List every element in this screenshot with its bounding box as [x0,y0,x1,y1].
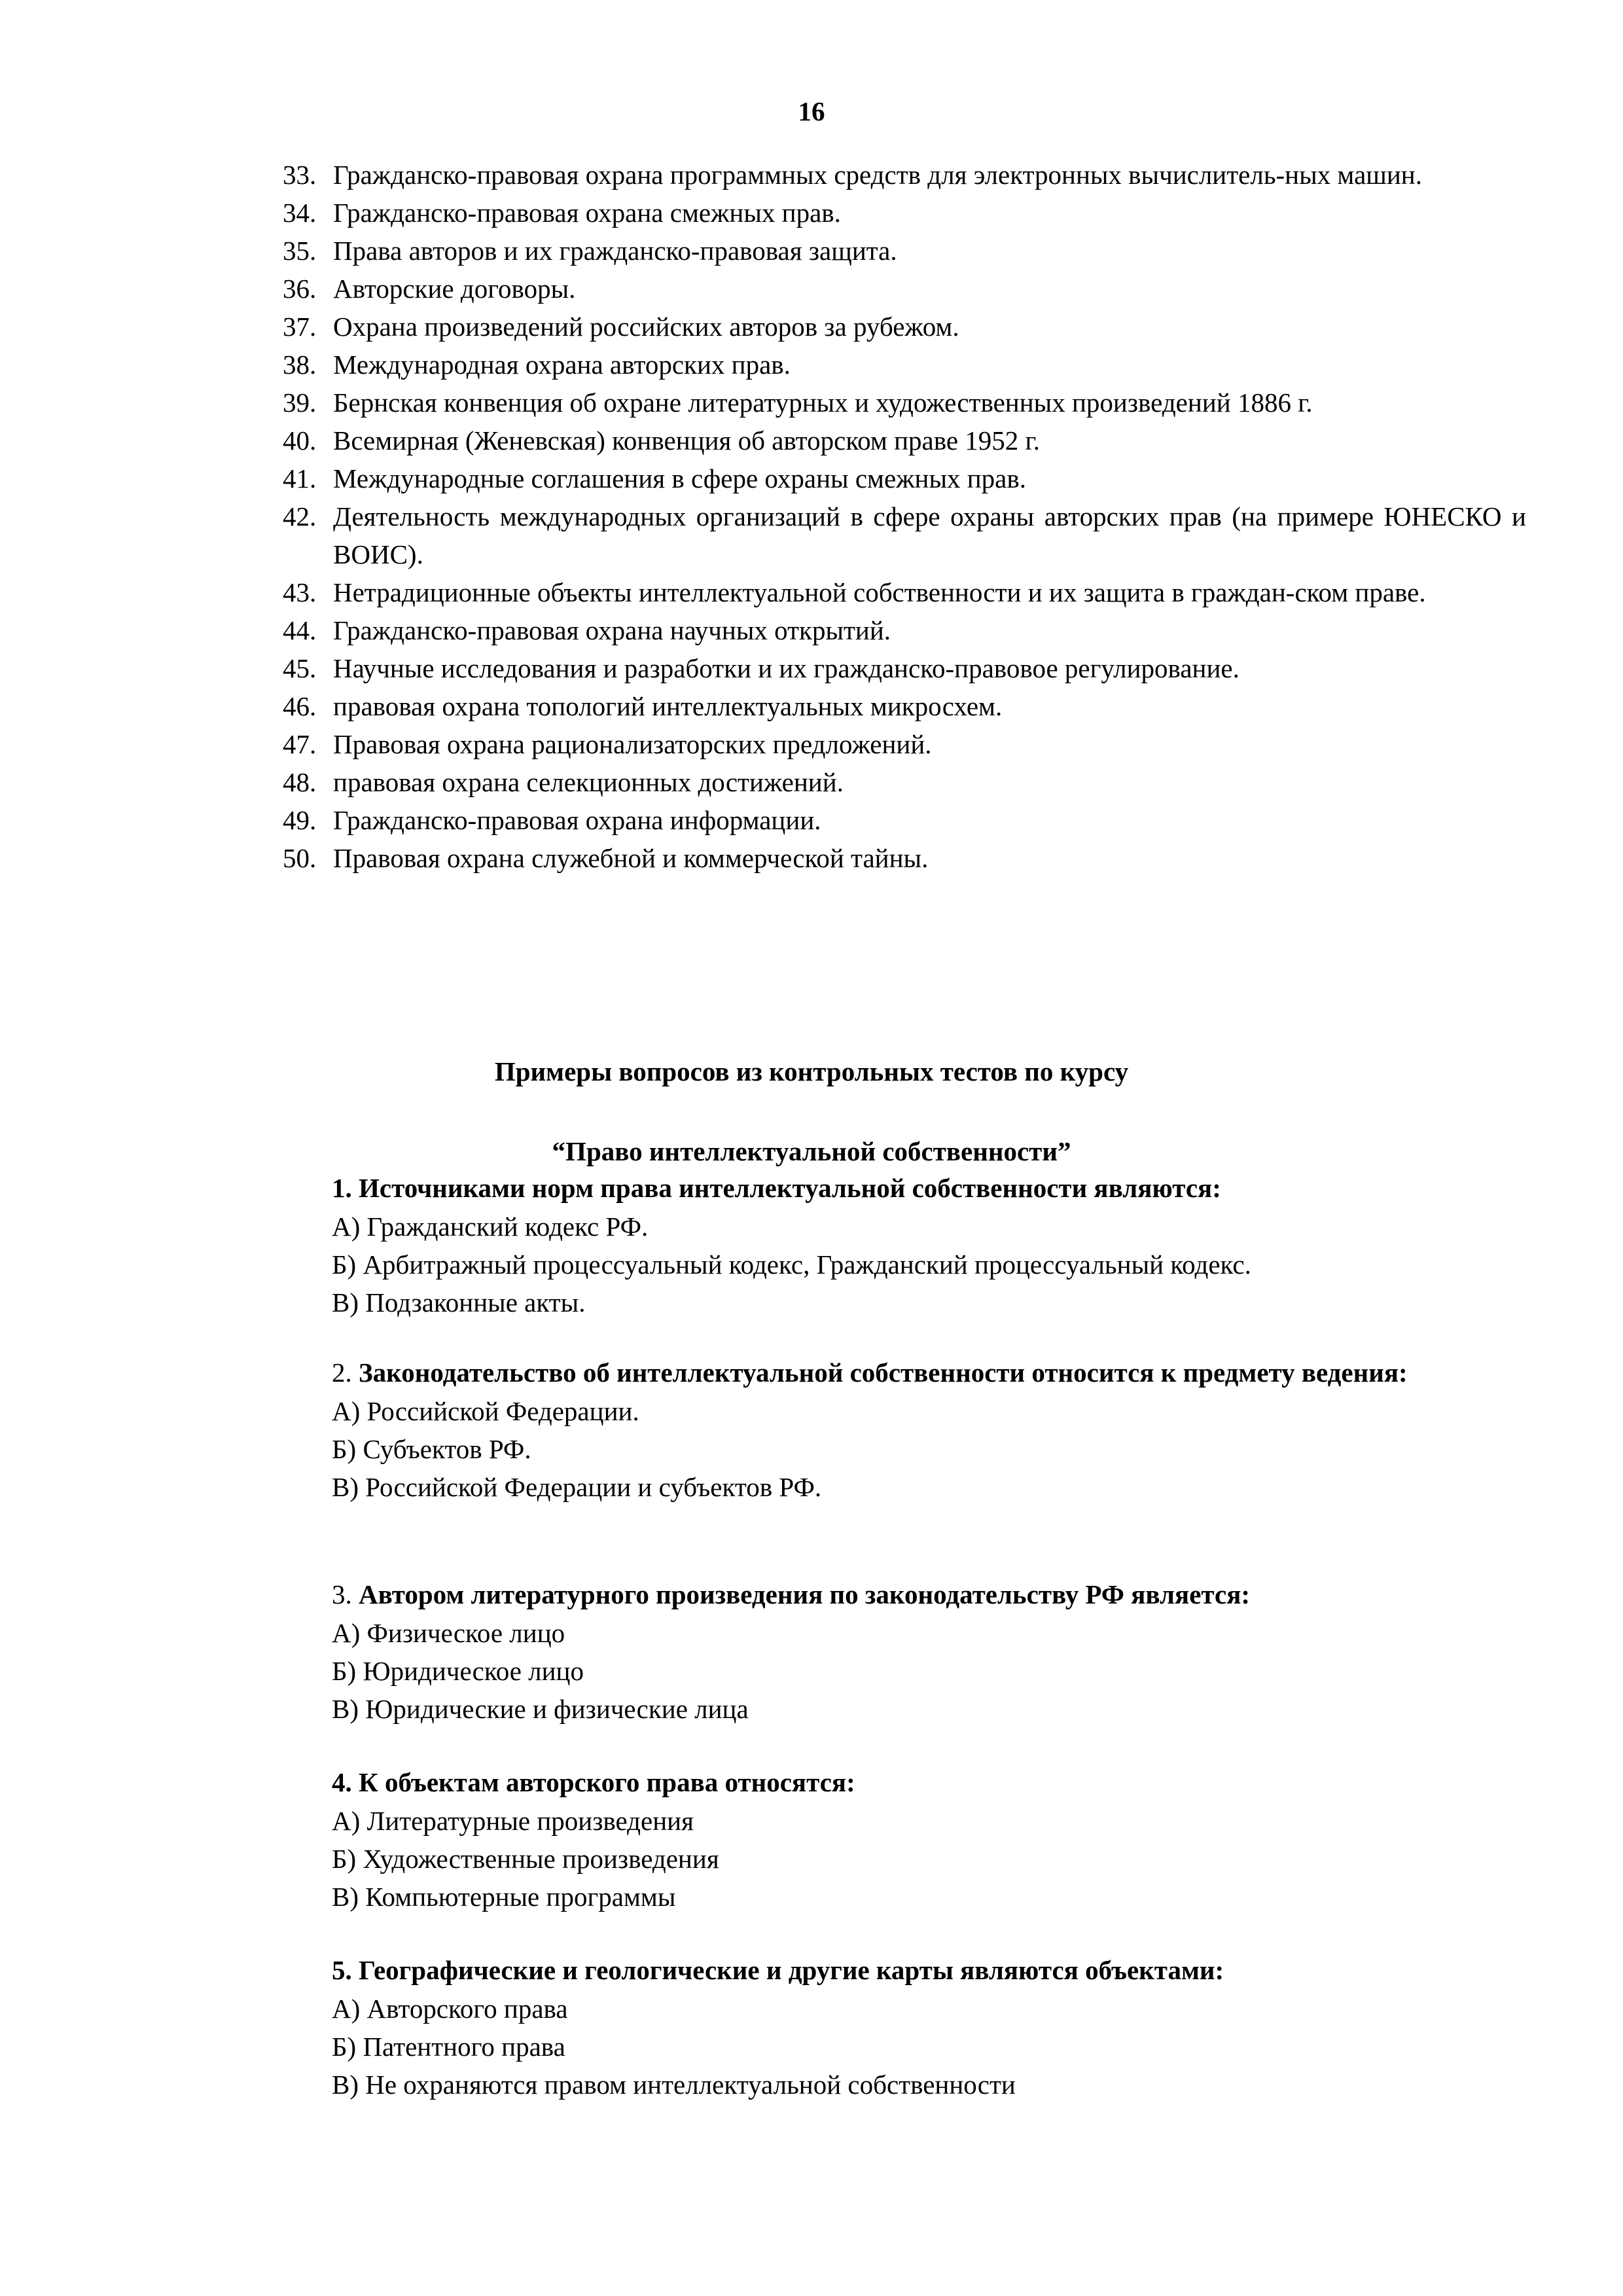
answer-list [234,1614,1503,1728]
list-item [283,725,1526,763]
answer-option: А) Авторского права [332,1994,568,2024]
question-number: 1. [332,1173,352,1203]
answer-list [234,1802,1503,1916]
item-text: Правовая охрана рационализаторских предложений. [333,729,932,759]
question-text: Автором литературного произведения по законодательству РФ является: [359,1579,1251,1609]
list-item [283,611,1526,649]
answer-list [234,1208,1503,1321]
question-title [234,1575,1503,1614]
list-item [283,270,1526,308]
question-2 [234,1353,1503,1506]
answer-option: А) Российской Федерации. [332,1396,639,1426]
answer-option: В) Не охраняются правом интеллектуальной собственности [332,2070,1016,2100]
item-text: правовая охрана топологий интеллектуальных микросхем. [333,691,1003,721]
list-item [283,308,1526,346]
item-text: Гражданско-правовая охрана программных средств для электронных вычислитель-ных машин. [333,160,1422,190]
item-text: правовая охрана селекционных достижений. [333,767,844,797]
item-number: 36. [283,274,317,304]
question-1 [234,1168,1503,1321]
answer-option: А) Физическое лицо [332,1618,565,1648]
item-number: 39. [283,387,317,418]
question-title [234,1168,1503,1208]
item-number: 34. [283,198,317,228]
list-item [283,497,1526,573]
question-number: 4. [332,1767,352,1797]
item-number: 40. [283,425,317,456]
item-number: 35. [283,236,317,266]
item-text: Гражданско-правовая охрана информации. [333,805,821,835]
list-item [283,194,1526,232]
item-text: Авторские договоры. [333,274,576,304]
item-number: 41. [283,463,317,493]
list-item [283,801,1526,839]
list-item [283,384,1526,422]
answer-option: В) Подзаконные акты. [332,1287,586,1318]
item-number: 33. [283,160,317,190]
question-text: Источниками норм права интеллектуальной собственности являются: [359,1173,1221,1203]
list-item [283,346,1526,384]
item-number: 38. [283,350,317,380]
item-number: 47. [283,729,317,759]
topic-list [283,156,1526,877]
question-5 [234,1950,1503,2104]
item-number: 48. [283,767,317,797]
section-heading: Примеры вопросов из контрольных тестов по курсу [494,1056,1129,1086]
list-item [283,232,1526,270]
answer-option: А) Литературные произведения [332,1806,694,1836]
list-item [283,649,1526,687]
question-title [234,1950,1503,1990]
answer-option: В) Компьютерные программы [332,1882,676,1912]
item-number: 45. [283,653,317,683]
answer-list [234,1392,1503,1506]
item-number: 37. [283,312,317,342]
question-number: 5. [332,1955,352,1985]
answer-option: Б) Арбитражный процессуальный кодекс, Гражданский процессуальный кодекс. [332,1249,1251,1280]
item-text: Правовая охрана служебной и коммерческой тайны. [333,843,929,873]
item-number: 50. [283,843,317,873]
question-text: Географические и геологические и другие карты являются объектами: [359,1955,1224,1985]
list-item [283,573,1526,611]
item-number: 42. [283,501,317,531]
answer-option: Б) Юридическое лицо [332,1656,584,1686]
item-text: Научные исследования и разработки и их гражданско-правовое регулирование. [333,653,1240,683]
item-text: Всемирная (Женевская) конвенция об авторском праве 1952 г. [333,425,1040,456]
answer-option: В) Юридические и физические лица [332,1694,749,1724]
item-number: 46. [283,691,317,721]
question-text: К объектам авторского права относятся: [359,1767,855,1797]
item-text: Охрана произведений российских авторов за рубежом. [333,312,959,342]
list-item [283,459,1526,497]
item-number: 49. [283,805,317,835]
answer-option: Б) Художественные произведения [332,1844,719,1874]
item-text: Гражданско-правовая охрана научных открытий. [333,615,891,645]
item-text: Бернская конвенция об охране литературных и художественных произведений 1886 г. [333,387,1313,418]
page-number: 16 [798,96,825,126]
course-title: “Право интеллектуальной собственности” [552,1136,1071,1166]
answer-option: Б) Субъектов РФ. [332,1434,531,1464]
item-number: 43. [283,577,317,607]
item-text: Права авторов и их гражданско-правовая защита. [333,236,897,266]
question-4 [234,1763,1503,1916]
list-item [283,156,1526,194]
list-item [283,839,1526,877]
list-item [283,687,1526,725]
question-title [234,1763,1503,1802]
item-text: Гражданско-правовая охрана смежных прав. [333,198,841,228]
item-text: Деятельность международных организаций в сфере охраны авторских прав (на примере ЮНЕСКО и ВОИС). [333,501,1526,569]
item-text: Международные соглашения в сфере охраны смежных прав. [333,463,1026,493]
list-item [283,422,1526,459]
question-3 [234,1575,1503,1728]
answer-option: А) Гражданский кодекс РФ. [332,1211,649,1242]
answer-option: В) Российской Федерации и субъектов РФ. [332,1472,822,1502]
answer-list [234,1990,1503,2104]
answer-option: Б) Патентного права [332,2032,565,2062]
item-text: Международная охрана авторских прав. [333,350,791,380]
question-number: 2. [332,1357,352,1388]
list-item [283,763,1526,801]
question-number: 3. [332,1579,352,1609]
question-title [234,1353,1503,1392]
item-text: Нетрадиционные объекты интеллектуальной собственности и их защита в граждан-ском праве. [333,577,1426,607]
item-number: 44. [283,615,317,645]
question-text: Законодательство об интеллектуальной собственности относится к предмету ведения: [359,1357,1408,1388]
